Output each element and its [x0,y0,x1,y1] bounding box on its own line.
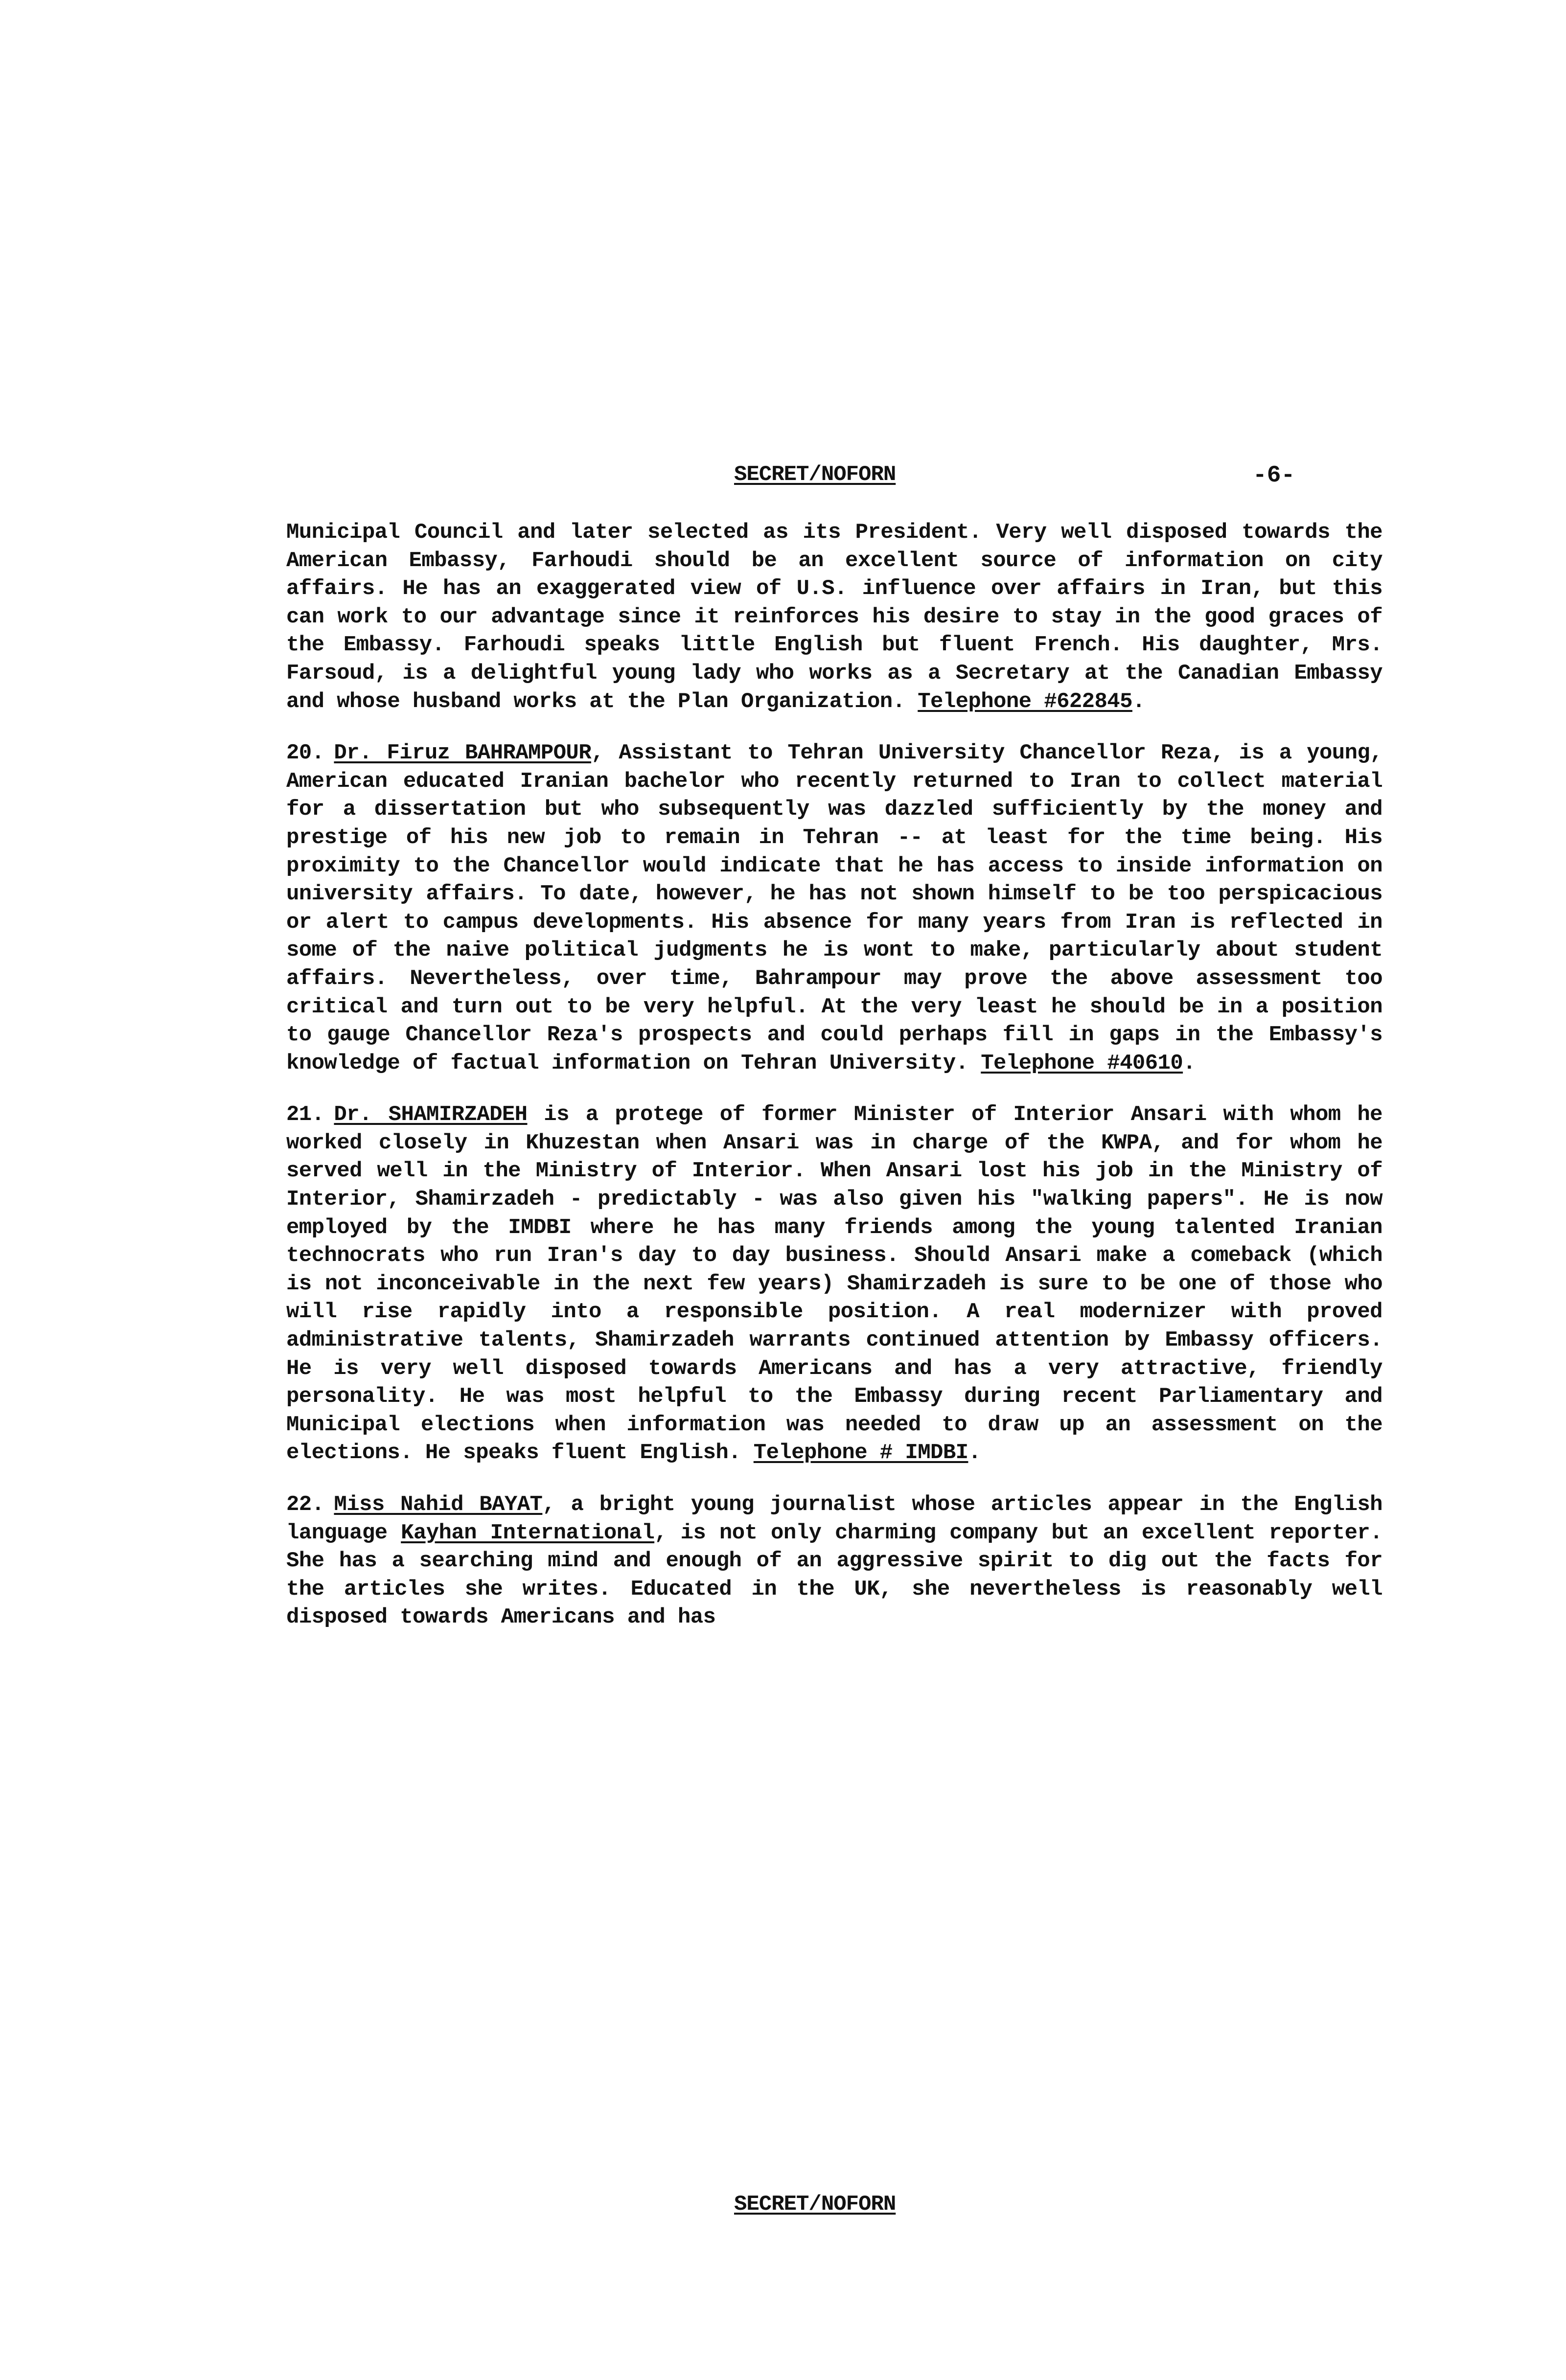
page-footer [0,2192,1566,2221]
paragraph-number: 21. [286,1102,324,1127]
telephone-number: Telephone # IMDBI [753,1441,968,1465]
publication-name: Kayhan International [401,1520,655,1545]
paragraph-text: , a bright young journalist whose articles appear in the English language [286,1492,1382,1545]
telephone-number: Telephone #622845 [918,689,1132,714]
paragraph-text: is a protege of former Minister of Interior Ansari with whom he worked closely in Khuzestan when Ansari was in charge of the KWPA, and for whom he served well in the Ministry of Interior. When Ansari lost his job in the Ministry of Interior, Shamirzadeh - predictably - was also given his "walking papers". He is now employed by the IMDBI where he has many friends among the young talented Iranian technocrats who run Iran's day to day business. Should Ansari make a comeback (which is not inconceivable in the next few years) Shamirzadeh is sure to be one of those who will rise rapidly into a responsible position. A real modernizer with proved administrative talents, Shamirzadeh warrants continued attention by Embassy officers. He is very well disposed towards Americans and has a very attractive, friendly personality. He was most helpful to the Embassy during recent Parliamentary and Municipal elections when information was needed to draw up an assessment on the elections. He speaks fluent English. [286,1102,1382,1465]
paragraph-number: 20. [286,741,324,766]
person-name: Dr. SHAMIRZADEH [334,1102,528,1127]
telephone-number: Telephone #40610 [981,1051,1183,1076]
paragraph-text: Municipal Council and later selected as its President. Very well disposed towards the American Embassy, Farhoudi should be an excellent source of information on city affairs. He has an exaggerated view of U.S. influence over affairs in Iran, but this can work to our advantage since it reinforces his desire to stay in the good graces of the Embassy. Farhoudi speaks little English but fluent French. His daughter, Mrs. Farsoud, is a delightful young lady who works as a Secretary at the Canadian Embassy and whose husband works at the Plan Organization. [286,520,1382,714]
header-classification-marking: SECRET/NOFORN [734,462,896,487]
paragraph-continuation [286,519,1382,716]
paragraph-20 [286,739,1382,1077]
document-body [286,519,1382,1655]
paragraph-end: . [968,1441,981,1465]
paragraph-number: 22. [286,1492,324,1517]
person-name: Dr. Firuz BAHRAMPOUR [334,741,592,766]
page-number: -6- [1253,462,1295,489]
paragraph-21 [286,1101,1382,1467]
paragraph-text: , Assistant to Tehran University Chancellor Reza, is a young, American educated Iranian bachelor who recently returned to Iran to collect material for a dissertation but who subsequently was dazzled sufficiently by the money and prestige of his new job to remain in Tehran -- at least for the time being. His proximity to the Chancellor would indicate that he has access to inside information on university affairs. To date, however, he has not shown himself to be too perspicacious or alert to campus developments. His absence for many years from Iran is reflected in some of the naive political judgments he is wont to make, particularly about student affairs. Nevertheless, over time, Bahrampour may prove the above assessment too critical and turn out to be very helpful. At the very least he should be in a position to gauge Chancellor Reza's prospects and could perhaps fill in gaps in the Embassy's knowledge of factual information on Tehran University. [286,741,1382,1076]
paragraph-text: , is not only charming company but an excellent reporter. She has a searching mind and enough of an aggressive spirit to dig out the facts for the articles she writes. Educated in the UK, she nevertheless is reasonably well disposed towards Americans and has [286,1520,1382,1630]
page-header [0,462,1566,492]
paragraph-22 [286,1491,1382,1632]
paragraph-end: . [1183,1051,1196,1076]
footer-classification-marking: SECRET/NOFORN [734,2192,896,2217]
paragraph-end: . [1132,689,1145,714]
person-name: Miss Nahid BAYAT [334,1492,543,1517]
